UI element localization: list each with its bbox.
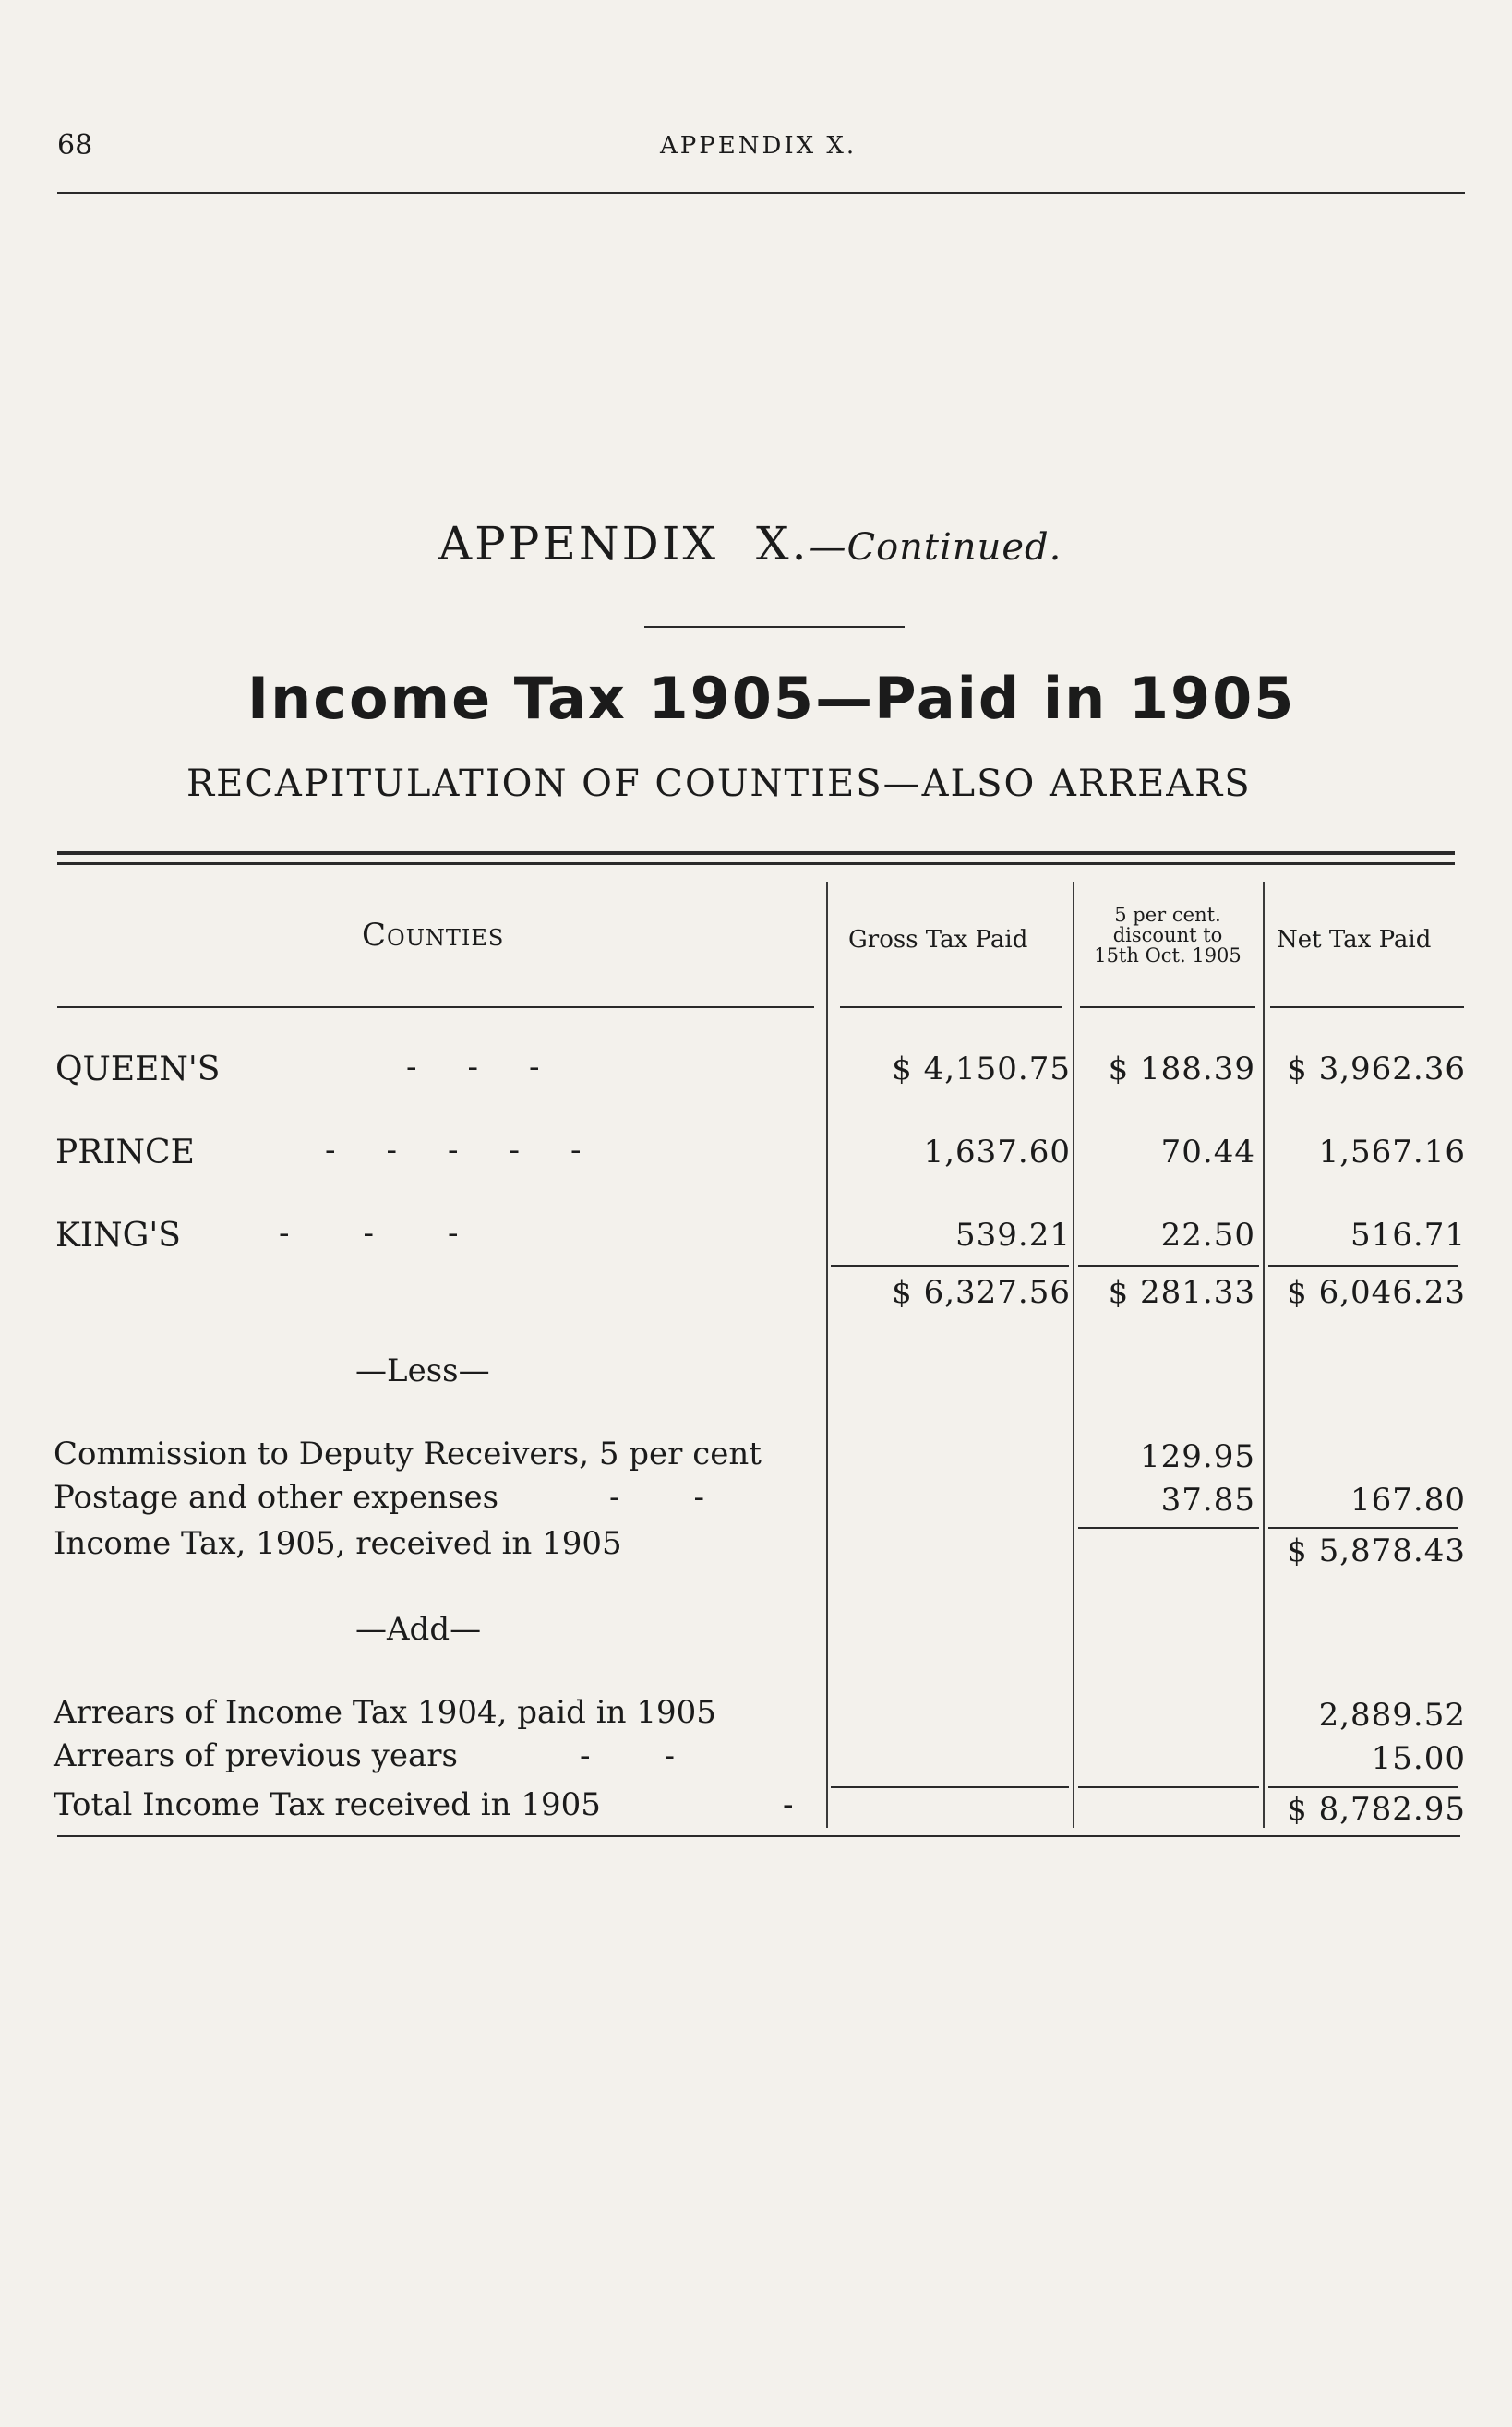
header-bottom-rule-1: [57, 1006, 814, 1008]
column-divider-3: [1263, 882, 1265, 1828]
column-divider-2: [1073, 882, 1074, 1828]
column-header-counties: Counties: [362, 917, 505, 954]
total-discount: $ 281.33: [1108, 1274, 1255, 1311]
column-header-gross: Gross Tax Paid: [848, 926, 1028, 954]
leader-dashes: -----: [325, 1132, 632, 1169]
header-bottom-rule-2: [840, 1006, 1062, 1008]
column-divider-1: [826, 882, 828, 1828]
subtotal-rule-net: [1268, 1265, 1458, 1267]
deduction-rule-net: [1268, 1527, 1458, 1529]
leader-dashes: --: [580, 1737, 749, 1774]
header-rule: [57, 192, 1465, 194]
discount-header-line-3: 15th Oct. 1905: [1094, 944, 1242, 967]
income-received-net: $ 5,878.43: [1287, 1532, 1466, 1569]
header-bottom-rule-4: [1270, 1006, 1464, 1008]
add-label: —Add—: [355, 1611, 482, 1648]
table-top-rule-1: [57, 851, 1455, 855]
discount-cell: 70.44: [1160, 1134, 1255, 1171]
arrears-previous-label: Arrears of previous years: [54, 1737, 458, 1774]
net-cell: $ 3,962.36: [1287, 1051, 1466, 1087]
table-top-rule-2: [57, 862, 1455, 865]
table-bottom-rule: [57, 1835, 1460, 1837]
main-title: Income Tax 1905—Paid in 1905: [247, 665, 1296, 732]
postage-discount: 37.85: [1160, 1482, 1255, 1519]
column-header-discount: [1078, 905, 1257, 966]
leader-dashes: ---: [406, 1049, 591, 1086]
total-received-net: $ 8,782.95: [1287, 1791, 1466, 1828]
commission-label: Commission to Deputy Receivers, 5 per cent: [54, 1436, 762, 1472]
appendix-heading: [438, 517, 1062, 571]
postage-net: 167.80: [1350, 1482, 1466, 1519]
leader-dashes: ---: [279, 1215, 533, 1252]
discount-cell: $ 188.39: [1108, 1051, 1255, 1087]
leader-dashes: --: [609, 1479, 778, 1516]
title-rule: [644, 626, 905, 628]
gross-cell: 1,637.60: [923, 1134, 1071, 1171]
final-rule-net: [1268, 1786, 1458, 1788]
arrears-1904-net: 2,889.52: [1318, 1697, 1466, 1734]
deduction-rule-discount: [1078, 1527, 1259, 1529]
subtotal-rule-gross: [831, 1265, 1069, 1267]
county-name: QUEEN'S: [55, 1051, 221, 1088]
final-rule-gross: [831, 1786, 1069, 1788]
total-received-label: Total Income Tax received in 1905: [54, 1786, 601, 1823]
running-title: APPENDIX X.: [660, 132, 858, 160]
postage-label: Postage and other expenses: [54, 1479, 499, 1516]
net-cell: 516.71: [1350, 1217, 1466, 1254]
arrears-1904-label: Arrears of Income Tax 1904, paid in 1905: [54, 1694, 716, 1731]
appendix-letter: X.: [755, 517, 810, 571]
appendix-word: APPENDIX: [438, 517, 719, 571]
net-cell: 1,567.16: [1318, 1134, 1466, 1171]
commission-discount: 129.95: [1140, 1438, 1255, 1475]
column-header-net: Net Tax Paid: [1277, 926, 1432, 954]
total-gross: $ 6,327.56: [892, 1274, 1071, 1311]
gross-cell: $ 4,150.75: [892, 1051, 1071, 1087]
leader-dash: -: [783, 1786, 794, 1823]
header-bottom-rule-3: [1080, 1006, 1255, 1008]
appendix-continued: —Continued.: [809, 526, 1062, 569]
discount-cell: 22.50: [1160, 1217, 1255, 1254]
page-number: 68: [57, 129, 93, 162]
less-label: —Less—: [355, 1352, 490, 1389]
county-name: PRINCE: [55, 1134, 195, 1171]
discount-header-line-1: 5 per cent.: [1114, 904, 1221, 926]
gross-cell: 539.21: [955, 1217, 1071, 1254]
subtitle: RECAPITULATION OF COUNTIES—ALSO ARREARS: [186, 763, 1252, 805]
subtotal-rule-discount: [1078, 1265, 1259, 1267]
county-name: KING'S: [55, 1217, 181, 1255]
final-rule-discount: [1078, 1786, 1259, 1788]
total-net: $ 6,046.23: [1287, 1274, 1466, 1311]
discount-header-line-2: discount to: [1112, 924, 1223, 946]
arrears-previous-net: 15.00: [1371, 1740, 1466, 1777]
income-received-label: Income Tax, 1905, received in 1905: [54, 1525, 622, 1562]
